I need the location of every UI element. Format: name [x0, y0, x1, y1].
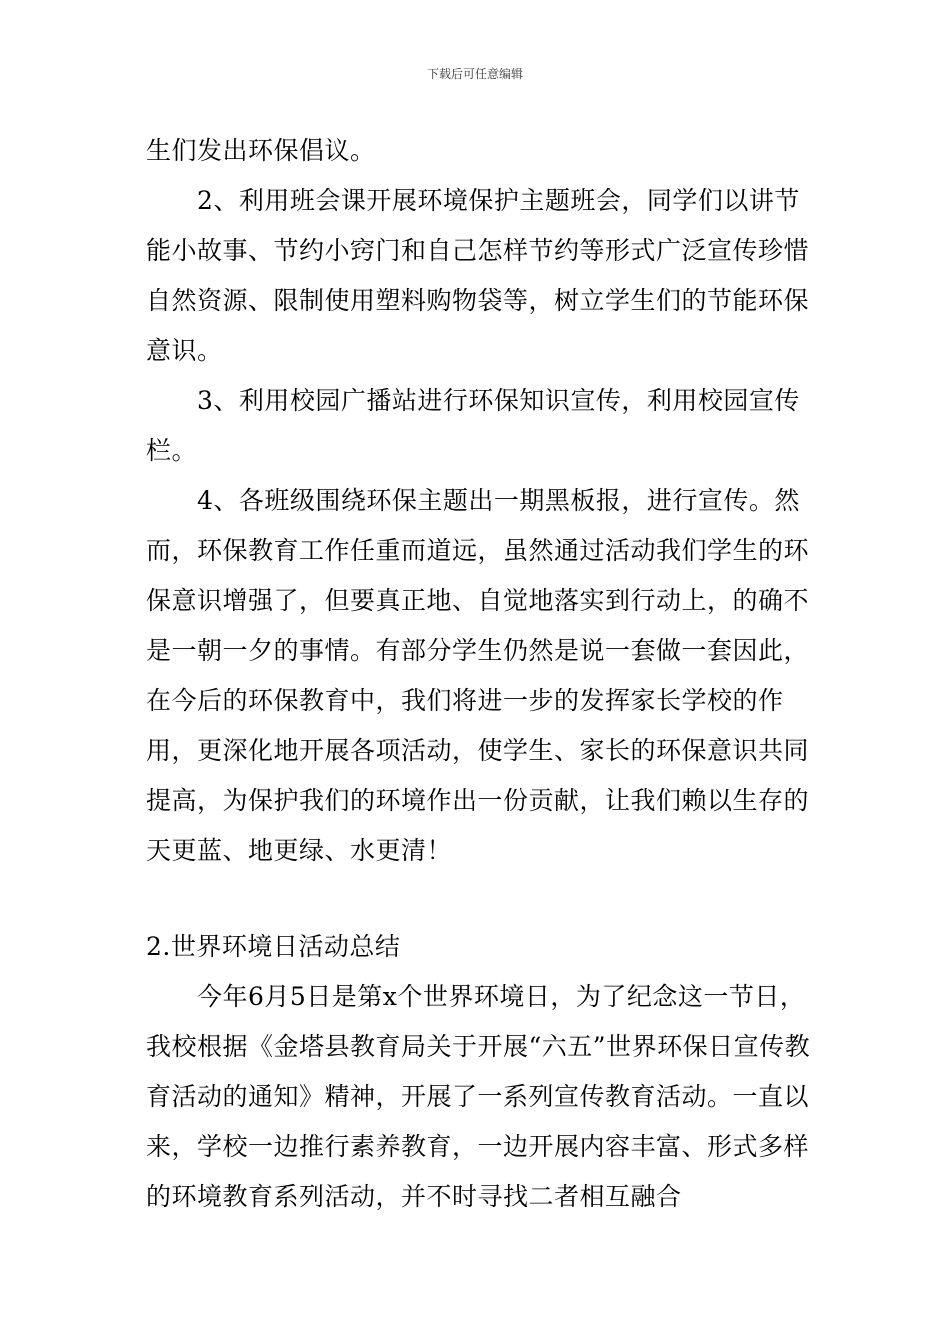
- paragraph-item-4: 4、各班级围绕环保主题出一期黑板报，进行宣传。然而，环保教育工作任重而道远，虽然通过活动我们学生的环保意识增强了，但要真正地、自觉地落实到行动上，的确不是一朝一夕的事情。有部分学生仍然是说一套做一套因此，在今后的环保教育中，我们将进一步的发挥家长学校的作用，更深化地开展各项活动，使学生、家长的环保意识共同提高，为保护我们的环境作出一份贡献，让我们赖以生存的天更蓝、地更绿、水更清！: [146, 486, 810, 865]
- paragraph-item-3: 3、利用校园广播站进行环保知识宣传，利用校园宣传栏。: [146, 386, 800, 465]
- section-paragraph: 今年6月5日是第x个世界环境日，为了纪念这一节日，我校根据《金塔县教育局关于开展“六五”世界环保日宣传教育活动的通知》精神，开展了一系列宣传教育活动。一直以来，学校一边推行素养教育，一边开展内容丰富、形式多样的环境教育系列活动，并不时寻找二者相互融合: [146, 982, 811, 1211]
- paragraph-continuation: 生们发出环保倡议。: [146, 136, 376, 165]
- page-header-note: 下载后可任意编辑: [426, 67, 523, 81]
- document-body: [146, 126, 811, 1222]
- section-heading: 2.世界环境日活动总结: [146, 932, 401, 961]
- paragraph-item-2: 2、利用班会课开展环境保护主题班会，同学们以讲节能小故事、节约小窍门和自己怎样节约等形式广泛宣传珍惜自然资源、限制使用塑料购物袋等，树立学生们的节能环保意识。: [146, 186, 810, 365]
